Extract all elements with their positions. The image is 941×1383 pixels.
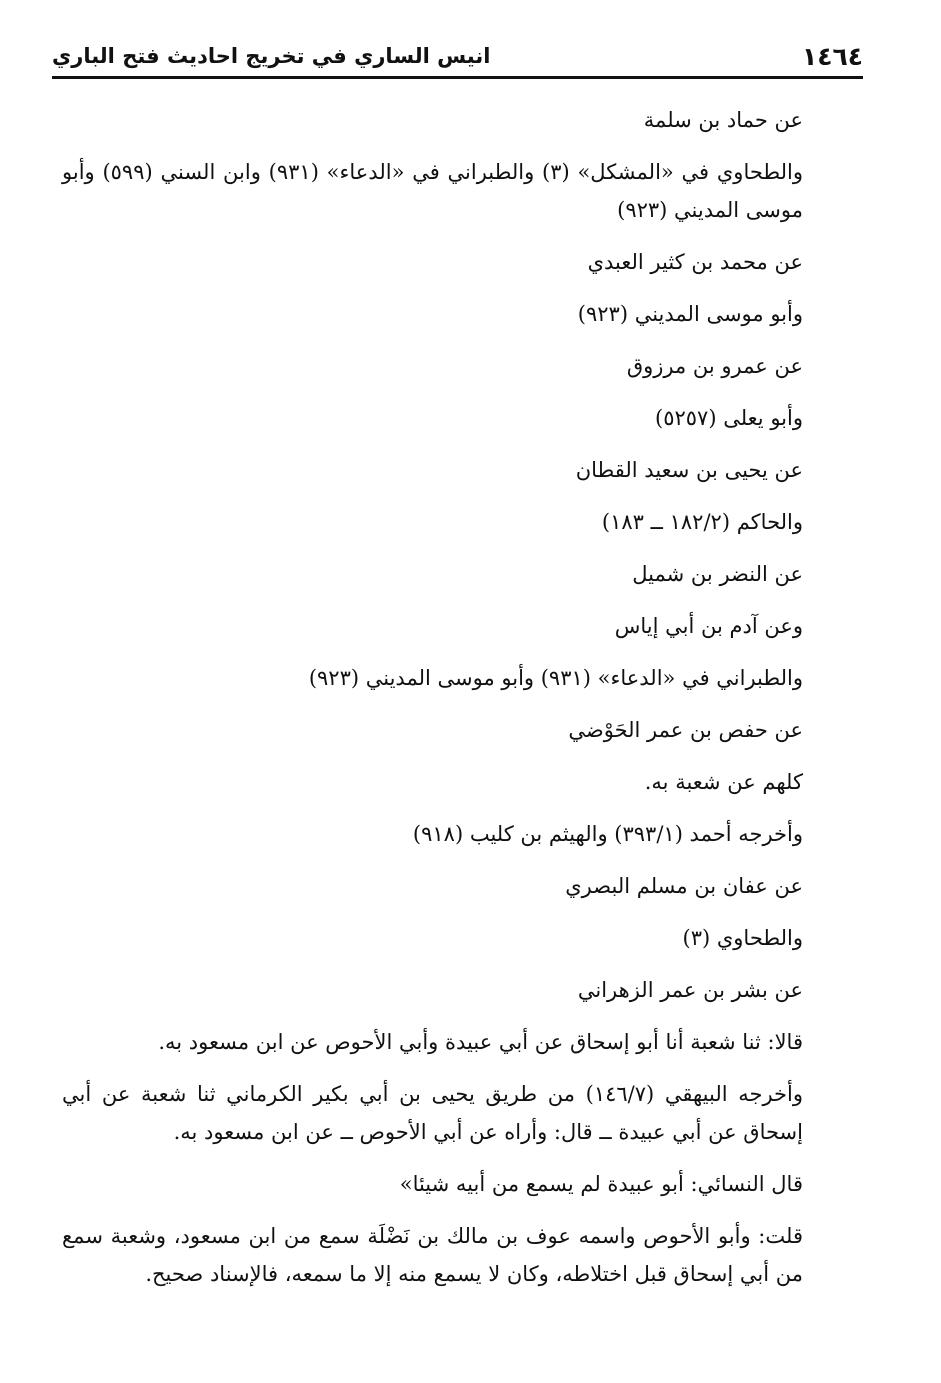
text-paragraph: وأخرجه البيهقي (١٤٦/٧) من طريق يحيى بن أبي بكير الكرماني ثنا شعبة عن أبي إسحاق عن أبي عبيدة ــ قال: وأراه عن أبي الأحوص ــ عن ابن مسعود به. <box>62 1082 803 1144</box>
running-title: انيس الساري في تخريج احاديث فتح الباري <box>52 44 491 68</box>
text-line: والطحاوي (٣) <box>682 926 803 950</box>
text-line: وأبو يعلى (٥٢٥٧) <box>655 406 803 430</box>
text-line: عن بشر بن عمر الزهراني <box>577 978 803 1002</box>
text-line: وأبو موسى المديني (٩٢٣) <box>577 302 803 326</box>
text-line: عن يحيى بن سعيد القطان <box>575 458 803 482</box>
text-line: قال النسائي: أبو عبيدة لم يسمع من أبيه شيئا» <box>399 1172 803 1196</box>
text-paragraph: قلت: وأبو الأحوص واسمه عوف بن مالك بن نَضْلَة سمع من ابن مسعود، وشعبة سمع من أبي إسحاق قبل اختلاطه، وكان لا يسمع منه إلا ما سمعه، فالإسناد صحيح. <box>62 1224 803 1286</box>
text-line: عن حفص بن عمر الحَوْضي <box>568 718 803 742</box>
text-line: عن النضر بن شميل <box>632 562 803 586</box>
text-line: وعن آدم بن أبي إياس <box>614 614 803 638</box>
header-rule <box>52 76 863 79</box>
text-line: كلهم عن شعبة به. <box>644 770 803 794</box>
text-line: والحاكم (١٨٢/٢ ــ ١٨٣) <box>601 510 803 534</box>
text-line: عن عفان بن مسلم البصري <box>565 874 803 898</box>
text-line: عن عمرو بن مرزوق <box>626 354 803 378</box>
text-line: عن محمد بن كثير العبدي <box>587 250 803 274</box>
body-text <box>62 94 861 1300</box>
text-paragraph: والطحاوي في «المشكل» (٣) والطبراني في «الدعاء» (٩٣١) وابن السني (٥٩٩) وأبو موسى المديني (٩٢٣) <box>62 160 803 222</box>
text-line: قالا: ثنا شعبة أنا أبو إسحاق عن أبي عبيدة وأبي الأحوص عن ابن مسعود به. <box>158 1030 803 1054</box>
page-header <box>52 38 863 74</box>
page-number: ١٤٦٤ <box>801 41 863 71</box>
text-line: عن حماد بن سلمة <box>643 108 803 132</box>
text-line: والطبراني في «الدعاء» (٩٣١) وأبو موسى المديني (٩٢٣) <box>308 666 803 690</box>
text-line: وأخرجه أحمد (٣٩٣/١) والهيثم بن كليب (٩١٨) <box>412 822 803 846</box>
